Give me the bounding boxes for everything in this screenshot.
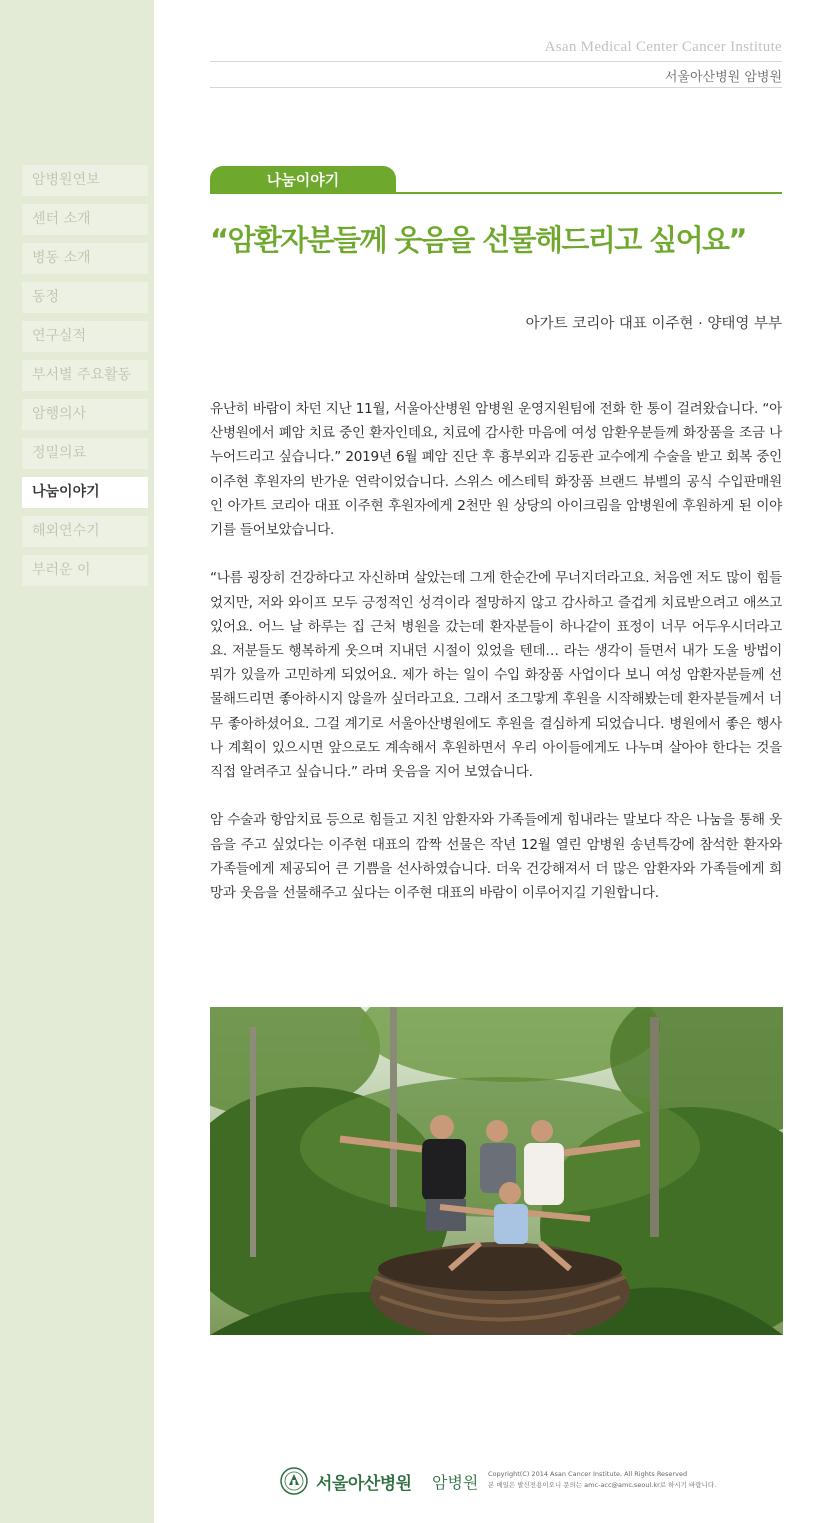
article-body: [210, 397, 782, 929]
sidebar-item-envied-person[interactable]: 부러운 이: [22, 555, 148, 586]
sidebar-item-center-intro[interactable]: 센터 소개: [22, 204, 148, 235]
header-institute-ko: 서울아산병원 암병원: [664, 70, 782, 85]
sidebar-item-department-activities[interactable]: 부서별 주요활동: [22, 360, 148, 391]
sidebar-item-overseas-training[interactable]: 해외연수기: [22, 516, 148, 547]
sidebar-item-annual-report[interactable]: 암병원연보: [22, 165, 148, 196]
hospital-emblem-icon: [280, 1467, 308, 1495]
family-photo: [210, 1007, 783, 1335]
sidebar-item-precision-medicine[interactable]: 정밀의료: [22, 438, 148, 469]
footer: [280, 1464, 760, 1500]
footer-sub-name: 암병원: [432, 1473, 479, 1492]
sidebar-item-secret-doctor[interactable]: 암행의사: [22, 399, 148, 430]
sidebar-nav: [22, 165, 148, 594]
copyright-text: Copyright(C) 2014 Asan Cancer Institute, All Rights Reserved: [488, 1470, 688, 1478]
article-paragraph: 암 수술과 항암치료 등으로 힘들고 지친 암환자와 가족들에게 힘내라는 말보다 작은 나눔을 통해 웃음을 주고 싶었다는 이주현 대표의 깜짝 선물은 작년 12월 열린 암병원 송년특강에 참석한 환자와 가족들에게 제공되어 큰 기쁨을 선사하였습니다. 더욱 건강해져서 더 많은 암환자와 가족들에게 희망과 웃음을 선물해주고 싶다는 이주현 대표의 바람이 이루어지길 기원합니다.: [210, 812, 782, 902]
sidebar-item-news[interactable]: 동정: [22, 282, 148, 313]
sidebar: [0, 0, 154, 1523]
footer-copyright: [488, 1469, 716, 1491]
footer-hospital-name: 서울아산병원: [316, 1474, 412, 1494]
notice-text: 본 메일은 발신전용이오니 문의는 amc-acc@amc.seoul.kr로 하시기 바랍니다.: [488, 1481, 717, 1489]
header-institute-en: Asan Medical Center Cancer Institute: [544, 39, 782, 55]
sidebar-item-ward-intro[interactable]: 병동 소개: [22, 243, 148, 274]
section-tab: 나눔이야기: [210, 166, 396, 193]
article-paragraph: “나름 굉장히 건강하다고 자신하며 살았는데 그게 한순간에 무너지더라고요. 처음엔 저도 많이 힘들었지만, 저와 와이프 모두 긍정적인 성격이라 절망하지 않고 감사하고 즐겁게 치료받으려고 애쓰고 있어요. 어느 날 하루는 집 근처 병원을 갔는데 환자분들이 하나같이 표정이 너무 어두우시더라고요. 저분들도 행복하게 웃으며 지내던 시절이 있었을 텐데… 라는 생각이 들면서 내가 도울 방법이 뭐가 있을까 고민하게 되었어요. 제가 하는 일이 수입 화장품 사업이다 보니 여성 암환자분들께 선물해드리면 좋아하시지 않을까 싶더라고요. 그래서 조그맣게 후원을 시작해봤는데 환자분들께서 너무 좋아하셨어요. 그걸 계기로 서울아산병원에도 후원을 결심하게 되었습니다. 병원에서 좋은 행사나 계획이 있으시면 앞으로도 계속해서 후원하면서 우리 아이들에게도 나누며 살아야 한다는 것을 직접 알려주고 싶습니다.” 라며 웃음을 지어 보였습니다.: [210, 570, 782, 781]
sidebar-item-research[interactable]: 연구실적: [22, 321, 148, 352]
section-divider: [210, 192, 782, 194]
header-divider-bottom: [210, 87, 782, 88]
article-paragraph: 유난히 바람이 차던 지난 11월, 서울아산병원 암병원 운영지원팀에 전화 한 통이 걸려왔습니다. “아산병원에서 폐암 치료 중인 환자인데요, 치료에 감사한 마음에 여성 암환우분들께 화장품을 조금 나누어드리고 싶습니다.” 2019년 6월 폐암 진단 후 흉부외과 김동관 교수에게 수술을 받고 회복 중인 이주현 후원자의 반가운 연락이었습니다. 스위스 에스테틱 화장품 브랜드 뷰벨의 공식 수입판매원인 아가트 코리아 대표 이주현 후원자에게 2천만 원 상당의 아이크림을 암병원에 후원하게 된 이야기를 들어보았습니다.: [210, 401, 782, 539]
header-divider-top: [210, 61, 782, 62]
sidebar-item-sharing-story[interactable]: 나눔이야기: [22, 477, 148, 508]
article-byline: 아가트 코리아 대표 이주현 · 양태영 부부: [525, 316, 782, 332]
article-title: “암환자분들께 웃음을 선물해드리고 싶어요”: [210, 223, 746, 257]
